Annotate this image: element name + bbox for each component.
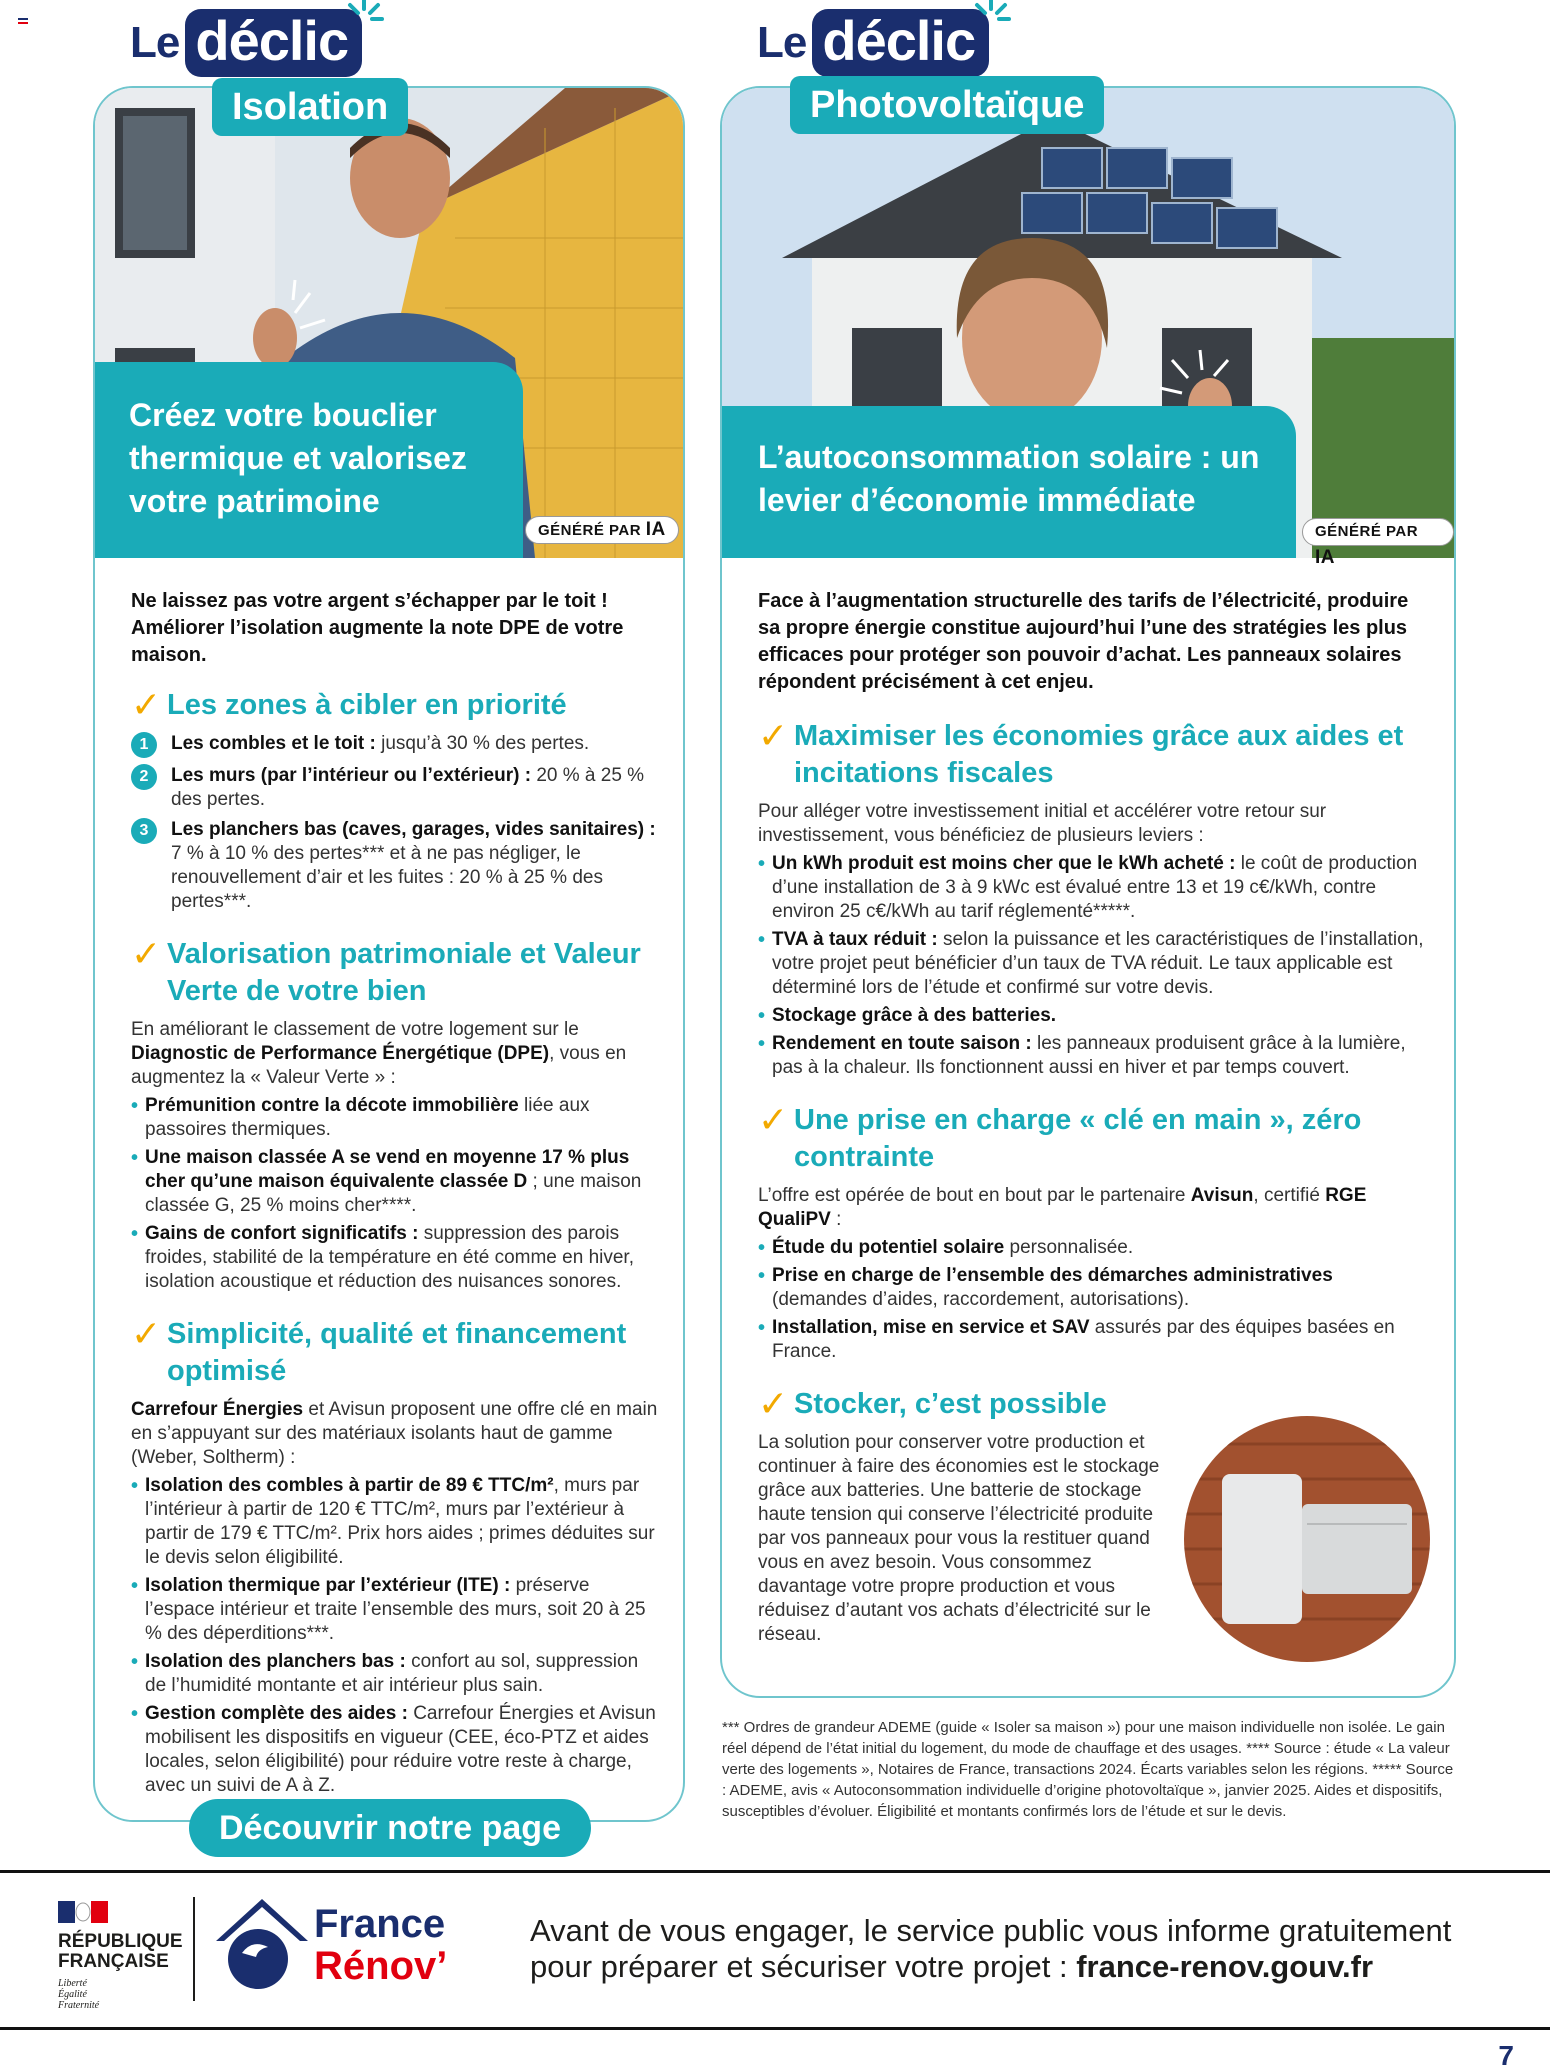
marianne-icon xyxy=(58,1901,108,1923)
page-number: 7 xyxy=(1498,2040,1514,2071)
paragraph: Carrefour Énergies et Avisun proposent une offre clé en main en s’appuyant sur des matériaux isolants haut de gamme (Weber, Soltherm) : xyxy=(131,1399,658,1468)
ia-generated-badge: GÉNÉRÉ PAR IA xyxy=(1302,518,1454,546)
section-title: Valorisation patrimoniale et Valeur Verte de votre bien xyxy=(167,938,641,1007)
section-title: Une prise en charge « clé en main », zéro contrainte xyxy=(794,1104,1362,1173)
france-renov-house-icon xyxy=(212,1895,312,1995)
isolation-card xyxy=(93,86,685,1822)
france-renov-banner xyxy=(0,1870,1550,2030)
isolation-headline-box xyxy=(95,362,523,558)
photovoltaique-card xyxy=(720,86,1456,1698)
section-title: Simplicité, qualité et financement optimisé xyxy=(167,1318,627,1387)
discover-page-button[interactable]: Découvrir notre page xyxy=(189,1799,591,1857)
checkmark-icon: ✓ xyxy=(131,933,162,974)
list-item: • Prémunition contre la décote immobilière liée aux passoires thermiques. xyxy=(131,1095,590,1140)
section-simplicite xyxy=(131,1313,661,1390)
divider xyxy=(193,1897,195,2001)
checkmark-icon: ✓ xyxy=(758,1383,789,1424)
paragraph: L’offre est opérée de bout en bout par le partenaire Avisun, certifié RGE QualiPV : xyxy=(758,1185,1367,1230)
section-valeur-verte xyxy=(131,933,661,1010)
section-zones xyxy=(131,684,661,725)
brand-le: Le xyxy=(130,18,180,67)
list-item: • Rendement en toute saison : les panneaux produisent grâce à la lumière, pas à la chaleur. Ils fonctionnent aussi en hiver et par temps couvert. xyxy=(758,1033,1406,1078)
list-item: • Isolation des planchers bas : confort au sol, suppression de l’humidité montante et air intérieur plus sain. xyxy=(131,1651,639,1696)
paragraph: Pour alléger votre investissement initial et accélérer votre retour sur investissement, vous bénéficiez de plusieurs leviers : xyxy=(758,801,1327,846)
photovoltaique-brand xyxy=(757,10,989,76)
france-renov-wordmark: France Rénov’ xyxy=(314,1902,448,1988)
list-item: • Une maison classée A se vend en moyenne 17 % plus cher qu’une maison équivalente classée D ; une maison classée G, 25 % moins cher****. xyxy=(131,1147,642,1216)
number-badge: 2 xyxy=(131,764,157,790)
list-item: • Étude du potentiel solaire personnalisée. xyxy=(758,1237,1134,1259)
service-public-message: Avant de vous engager, le service public vous informe gratuitement pour préparer et sécuriser votre projet : france-renov.gouv.fr xyxy=(530,1913,1452,1984)
paragraph: La solution pour conserver votre production et continuer à faire des économies est le stockage grâce aux batteries. Une batterie de stockage haute tension qui conserve l’électricité produite par vos panneaux pour vous la restituer quand vous en avez besoin. Vous consommez davantage votre propre production et vous réduisez d’autant vos achats d’électricité sur le réseau. xyxy=(758,1432,1160,1645)
ia-generated-badge: GÉNÉRÉ PAR IA xyxy=(525,516,679,544)
photovoltaique-intro: Face à l’augmentation structurelle des tarifs de l’électricité, produire sa propre énergie constitue aujourd’hui l’une des stratégies les plus efficaces pour protéger son pouvoir d’achat. Les panneaux solaires répondent précisément à cet enjeu. xyxy=(758,590,1409,693)
photovoltaique-tagline: Photovoltaïque xyxy=(790,76,1104,134)
brand-declic: déclic xyxy=(185,9,362,77)
photovoltaique-headline: L’autoconsommation solaire : un levier d’économie immédiate xyxy=(758,439,1260,518)
republique-francaise-logo: RÉPUBLIQUE FRANÇAISE Liberté Égalité Fraternité xyxy=(58,1901,188,2011)
list-item: • Isolation des combles à partir de 89 € TTC/m², murs par l’intérieur à partir de 120 € TTC/m², murs par l’extérieur à partir de 179 € TTC/m². Prix hors aides ; primes déduites sur le devis selon éligibilité. xyxy=(131,1475,655,1568)
brand-declic: déclic xyxy=(812,9,989,77)
isolation-headline: Créez votre bouclier thermique et valorisez votre patrimoine xyxy=(129,397,467,519)
list-item: 3 Les planchers bas (caves, garages, vides sanitaires) : 7 % à 10 % des pertes*** et à ne pas négliger, le renouvellement d’air et les fuites : 20 % à 25 % des pertes***. xyxy=(131,818,661,914)
section-title: Stocker, c’est possible xyxy=(794,1388,1107,1420)
checkmark-icon: ✓ xyxy=(131,684,162,725)
checkmark-icon: ✓ xyxy=(758,1099,789,1140)
isolation-body xyxy=(131,588,661,1798)
list-item: • Gains de confort significatifs : suppression des parois froides, stabilité de la température en été comme en hiver, isolation acoustique et réduction des nuisances sonores. xyxy=(131,1223,634,1292)
list-item: • Un kWh produit est moins cher que le kWh acheté : le coût de production d’une installation de 3 à 9 kWc est évalué entre 13 et 19 c€/kWh, contre environ 25 c€/kWh au tarif réglementé*****. xyxy=(758,853,1418,922)
sparkle-icon xyxy=(344,0,384,35)
battery-photo xyxy=(1182,1414,1432,1664)
list-item: • Stockage grâce à des batteries. xyxy=(758,1005,1057,1027)
list-item: • Installation, mise en service et SAV assurés par des équipes basées en France. xyxy=(758,1317,1395,1362)
paragraph: En améliorant le classement de votre logement sur le Diagnostic de Performance Énergétique (DPE), vous en augmentez la « Valeur Verte » : xyxy=(131,1019,627,1088)
number-badge: 1 xyxy=(131,732,157,758)
footnote: *** Ordres de grandeur ADEME (guide « Isoler sa maison ») pour une maison individuelle non isolée. Le gain réel dépend de l’état initial du logement, du mode de chauffage et des usages. **** Source : étude « La valeur verte des logements », Notaires de France, transactions 2024. Écarts variables selon les régions. ***** Source : ADEME, avis « Autoconsommation individuelle d’origine photovoltaïque », janvier 2025. Aides et dispositifs, susceptibles d’évoluer. Éligibilité et montants confirmés lors de l’étude et sur le devis. xyxy=(722,1719,1454,1820)
france-renov-link[interactable]: france-renov.gouv.fr xyxy=(1076,1949,1374,1984)
list-item: • Isolation thermique par l’extérieur (ITE) : préserve l’espace intérieur et traite l’ensemble des murs, soit 20 à 25 % des déperditions***. xyxy=(131,1575,646,1644)
list-item: • Prise en charge de l’ensemble des démarches administratives (demandes d’aides, raccordement, autorisations). xyxy=(758,1265,1333,1310)
brand-le: Le xyxy=(757,18,807,67)
zones-list xyxy=(131,732,661,914)
list-item: • TVA à taux réduit : selon la puissance et les caractéristiques de l’installation, votre projet peut bénéficier d’un taux de TVA réduit. Le taux applicable est déterminé lors de l’étude et confirmé sur votre devis. xyxy=(758,929,1424,998)
sparkle-icon xyxy=(971,0,1011,35)
isolation-intro: Ne laissez pas votre argent s’échapper par le toit ! Améliorer l’isolation augmente la note DPE de votre maison. xyxy=(131,590,624,666)
number-badge: 3 xyxy=(131,818,157,844)
list-item: 2 Les murs (par l’intérieur ou l’extérieur) : 20 % à 25 % des pertes. xyxy=(131,764,661,812)
section-title: Maximiser les économies grâce aux aides et incitations fiscales xyxy=(794,720,1404,789)
photovoltaique-headline-box xyxy=(722,406,1296,558)
section-cle-en-main xyxy=(758,1099,1428,1176)
checkmark-icon: ✓ xyxy=(131,1313,162,1354)
isolation-tagline: Isolation xyxy=(212,78,408,136)
section-economies xyxy=(758,715,1428,792)
list-item: 1 Les combles et le toit : jusqu’à 30 % des pertes. xyxy=(131,732,661,758)
isolation-brand xyxy=(130,10,362,76)
checkmark-icon: ✓ xyxy=(758,715,789,756)
section-title: Les zones à cibler en priorité xyxy=(167,689,567,721)
list-item: • Gestion complète des aides : Carrefour Énergies et Avisun mobilisent les dispositifs en vigueur (CEE, éco-PTZ et aides locales, selon éligibilité) pour réduire votre reste à charge, avec un suivi de A à Z. xyxy=(131,1703,656,1796)
top-flag-mark xyxy=(18,18,28,24)
